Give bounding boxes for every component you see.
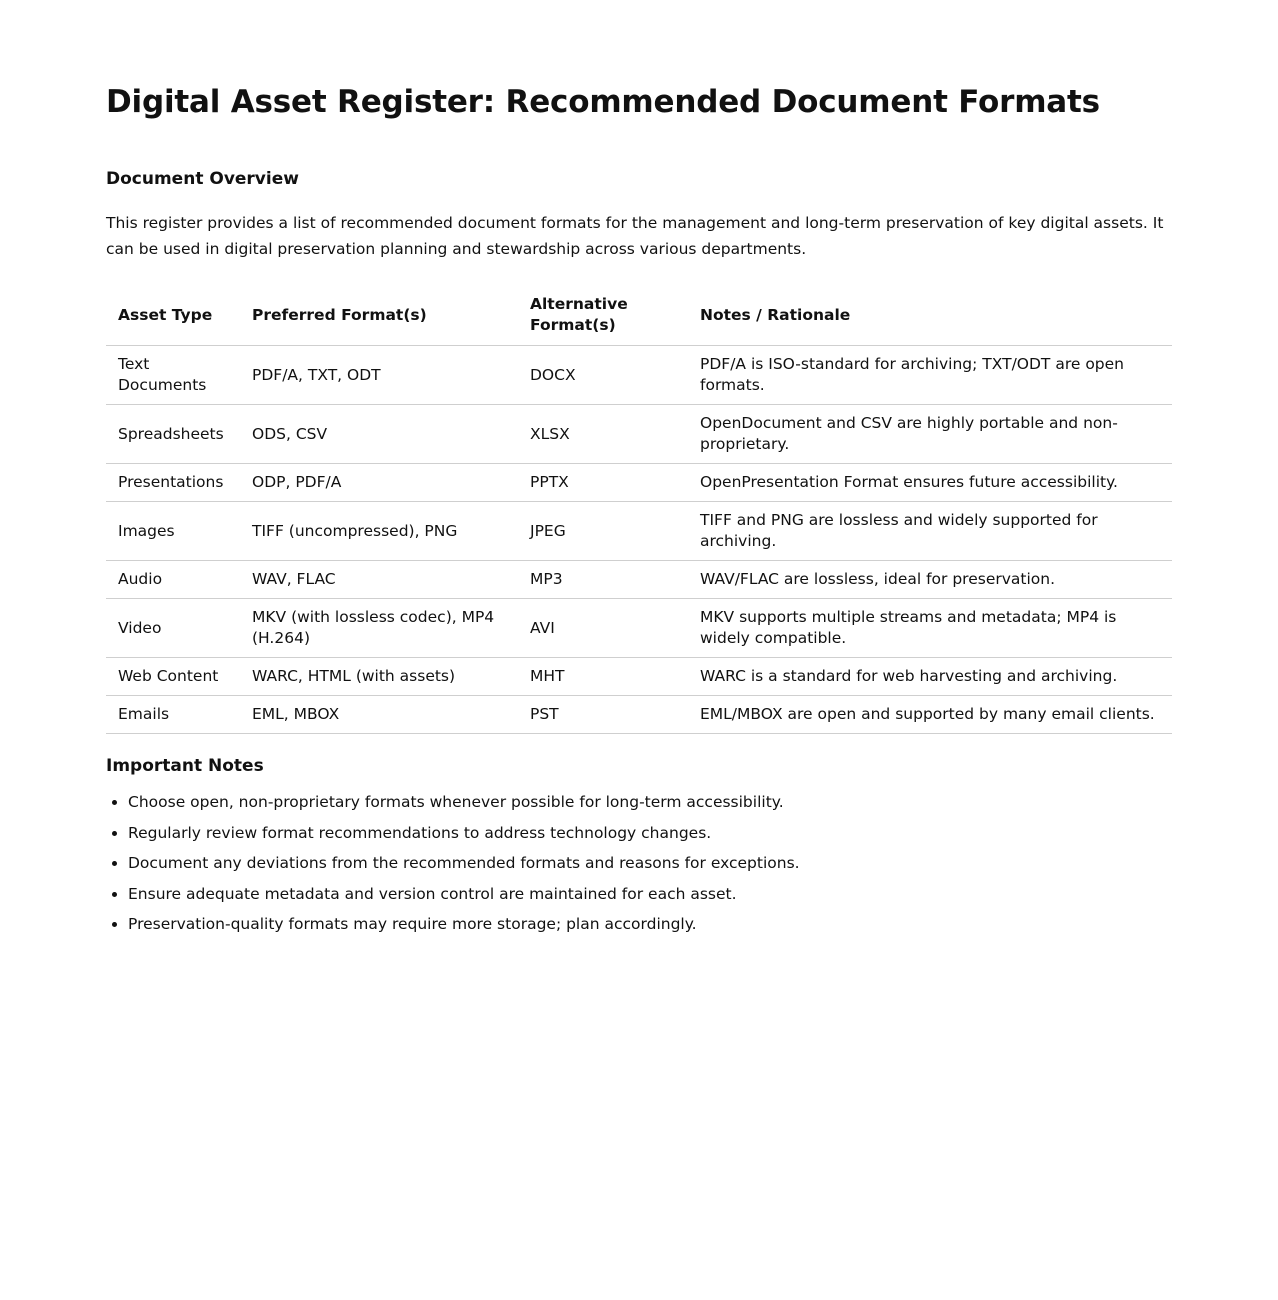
table-row xyxy=(106,405,1172,464)
list-item: • Choose open, non-proprietary formats whenever possible for long-term accessibility. xyxy=(128,792,800,812)
cell-alternative: DOCX xyxy=(518,346,688,405)
cell-asset-type: Video xyxy=(106,599,240,658)
table-row xyxy=(106,464,1172,502)
cell-alternative: MP3 xyxy=(518,561,688,599)
header-asset-type: Asset Type xyxy=(106,285,240,346)
table-header-row xyxy=(106,285,1172,346)
cell-notes: WARC is a standard for web harvesting and archiving. xyxy=(688,658,1172,696)
table-row xyxy=(106,599,1172,658)
list-item: • Document any deviations from the recommended formats and reasons for exceptions. xyxy=(128,853,800,873)
table-row xyxy=(106,561,1172,599)
overview-heading: Document Overview xyxy=(106,169,299,189)
header-notes-rationale: Notes / Rationale xyxy=(688,285,1172,346)
cell-asset-type: Web Content xyxy=(106,658,240,696)
page-title: Digital Asset Register: Recommended Document Formats xyxy=(106,84,1100,120)
formats-table xyxy=(106,285,1172,734)
notes-list xyxy=(106,792,800,945)
cell-alternative: PPTX xyxy=(518,464,688,502)
cell-alternative: MHT xyxy=(518,658,688,696)
table-row xyxy=(106,502,1172,561)
list-item: • Preservation-quality formats may require more storage; plan accordingly. xyxy=(128,914,800,934)
cell-asset-type: Images xyxy=(106,502,240,561)
cell-asset-type: Emails xyxy=(106,696,240,734)
cell-notes: EML/MBOX are open and supported by many email clients. xyxy=(688,696,1172,734)
cell-preferred: MKV (with lossless codec), MP4 (H.264) xyxy=(240,599,518,658)
cell-asset-type: Audio xyxy=(106,561,240,599)
cell-preferred: TIFF (uncompressed), PNG xyxy=(240,502,518,561)
cell-notes: PDF/A is ISO-standard for archiving; TXT/ODT are open formats. xyxy=(688,346,1172,405)
table-row xyxy=(106,346,1172,405)
cell-notes: OpenDocument and CSV are highly portable and non-proprietary. xyxy=(688,405,1172,464)
notes-heading: Important Notes xyxy=(106,756,264,776)
cell-preferred: PDF/A, TXT, ODT xyxy=(240,346,518,405)
cell-notes: OpenPresentation Format ensures future accessibility. xyxy=(688,464,1172,502)
cell-preferred: ODS, CSV xyxy=(240,405,518,464)
cell-preferred: ODP, PDF/A xyxy=(240,464,518,502)
cell-alternative: AVI xyxy=(518,599,688,658)
cell-asset-type: Text Documents xyxy=(106,346,240,405)
cell-alternative: XLSX xyxy=(518,405,688,464)
list-item: • Ensure adequate metadata and version control are maintained for each asset. xyxy=(128,884,800,904)
cell-alternative: JPEG xyxy=(518,502,688,561)
table-row xyxy=(106,658,1172,696)
cell-asset-type: Spreadsheets xyxy=(106,405,240,464)
header-preferred-formats: Preferred Format(s) xyxy=(240,285,518,346)
cell-notes: TIFF and PNG are lossless and widely supported for archiving. xyxy=(688,502,1172,561)
cell-preferred: WARC, HTML (with assets) xyxy=(240,658,518,696)
cell-alternative: PST xyxy=(518,696,688,734)
cell-preferred: EML, MBOX xyxy=(240,696,518,734)
cell-asset-type: Presentations xyxy=(106,464,240,502)
overview-paragraph: This register provides a list of recommended document formats for the management and long-term preservation of key digital assets. It can be used in digital preservation planning and stewardship across various departments. xyxy=(106,214,1164,258)
table-row xyxy=(106,696,1172,734)
header-alternative-formats: Alternative Format(s) xyxy=(518,285,688,346)
cell-notes: MKV supports multiple streams and metadata; MP4 is widely compatible. xyxy=(688,599,1172,658)
cell-preferred: WAV, FLAC xyxy=(240,561,518,599)
cell-notes: WAV/FLAC are lossless, ideal for preservation. xyxy=(688,561,1172,599)
list-item: • Regularly review format recommendations to address technology changes. xyxy=(128,823,800,843)
